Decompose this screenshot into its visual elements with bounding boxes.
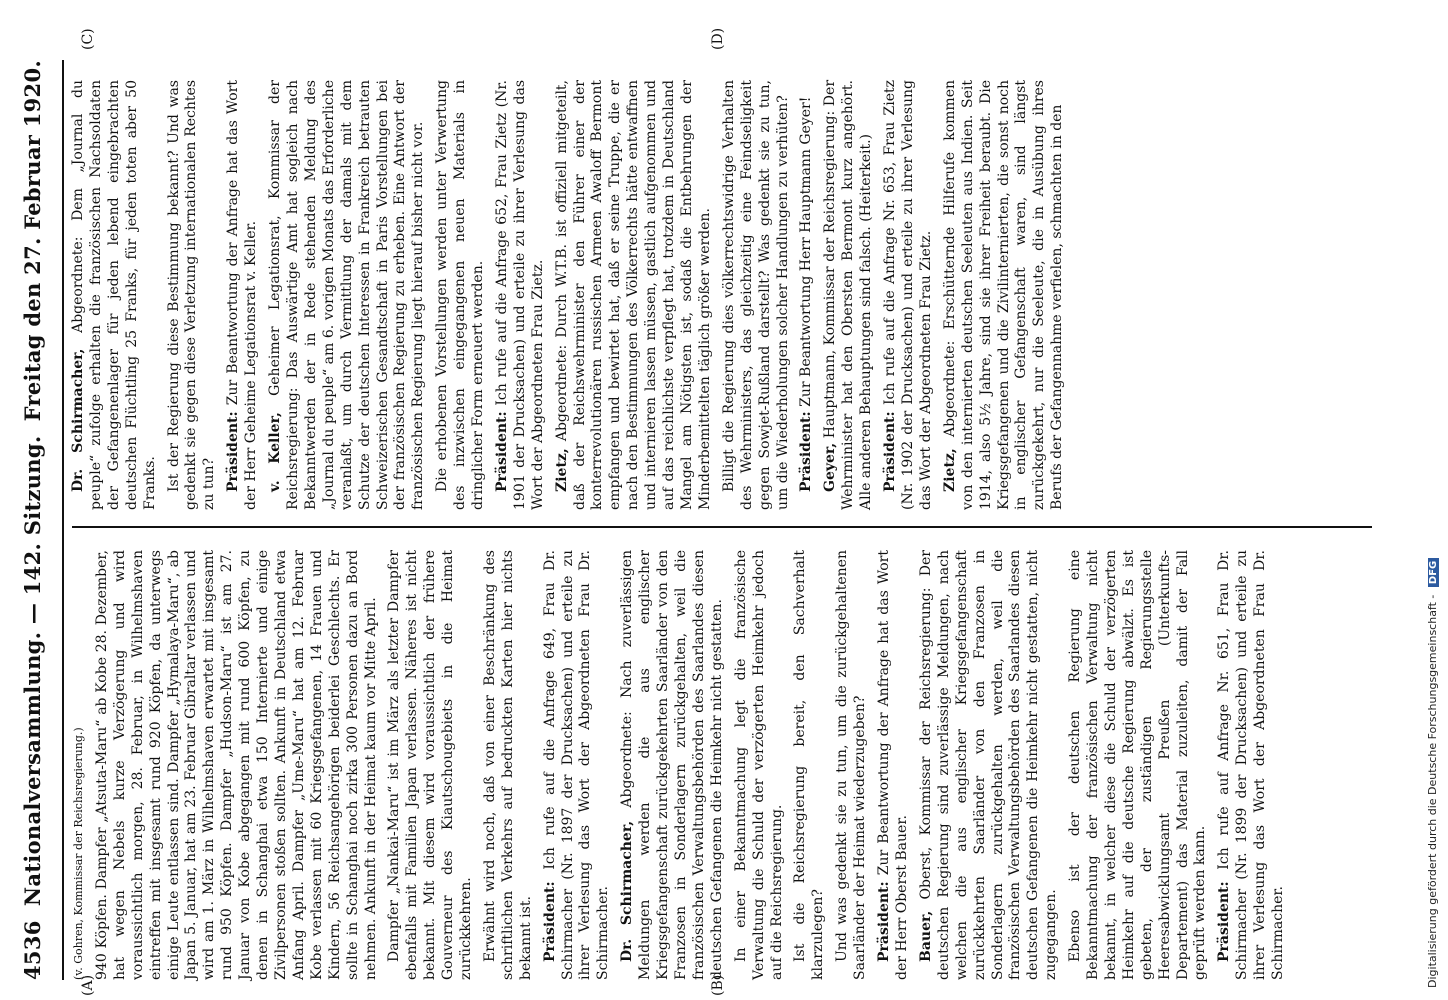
paragraph-text: Zur Beantwortung der Anfrage hat das Wort der Herr Oberst Bauer. [876, 550, 910, 980]
speaker-label: Präsident: [1216, 881, 1233, 962]
column-divider [72, 526, 1372, 528]
paragraph-text: Geheimer Legationsrat, Kommissar der Reichsregierung: Das Auswärtige Amt hat sogleich nach Bekanntwerden der in Rede stehenden Meldung des „Journal du peuple“ am 6. vorigen Monats das Erforderliche veranlaßt, um durch Vermittlung der damals mit dem Schutze der deutschen Interessen in Frankreich betrauten Schweizerischen Gesandtschaft in Paris Vorstellungen bei der französischen Regierung zu erheben. Eine Antwort der französischen Regierung liegt hierauf bisher nicht vor. [267, 80, 427, 510]
paragraph [619, 550, 726, 980]
watermark-text-row [1426, 8, 1448, 988]
paragraph-text: Oberst, Kommissar der Reichsregierung: Der deutschen Regierung sind zuverlässige Meldungen, nach welchen die aus englischer Kriegsgefangenschaft zurückkehrten Saarländer von den Franzosen in Sonderlagern zurückgehalten werden, weil die französischen Verwaltungsbehörden des Saarlandes diesen deutschen Gefangenen die Heimkehr nicht gestatten, nicht zugegangen. [917, 550, 1060, 980]
paragraph [918, 550, 1061, 980]
dfg-logo: DFG [1428, 558, 1439, 587]
paragraph-text: Dem „Journal du peuple“ zufolge erhalten die französischen Nachsoldaten der Gefangenenlager für jeden lebend eingebrachten deutschen Flüchtling 25 Franks, für jeden toten aber 50 Franks. [70, 80, 158, 510]
paragraph: Ebenso ist der deutschen Regierung eine Bekanntmachung der französischen Verwaltung nicht bekannt, in welcher diese die Schuld der verzögerten Heimkehr auf die deutsche Regierung abwälzt. Es ist gebeten, der zuständigen Regierungsstelle Heeresabwicklungsamt Preußen (Unterkunfts-Departement) das Material zuzuleiten, damit der Fall geprüft werden kann. [1067, 550, 1209, 980]
page-header [20, 60, 60, 980]
paragraph: 940 Köpfen. Dampfer „Atsuta-Maru“ ab Kobe 28. Dezember, hat wegen Nebels kurze Verzögerung und wird voraussichtlich morgen, 28. Februar, in Wilhelmshaven eintreffen mit insgesamt rund 920 Köpfen, da unterwegs einige Leute entlassen sind. Dampfer „Hymalaya-Maru“, ab Japan 5. Januar, hat am 23. Februar Gibraltar verlassen und wird am 1. März in Wilhelmshaven erwartet mit insgesamt rund 950 Köpfen. Dampfer „Hudson-Maru“ ist am 27. Januar von Kobe abgegangen mit rund 600 Köpfen, zu denen in Schanghai etwa 150 Internierte und einige Zivilpersonen stoßen sollten. Ankunft in Deutschland etwa Anfang April. Dampfer „Ume-Maru“ hat am 12. Februar Kobe verlassen mit 60 Kriegsgefangenen, 14 Frauen und Kindern, 56 Reichsangehörigen beiderlei Geschlechts. Er sollte in Schanghai noch zirka 300 Personen dazu an Bord nehmen. Ankunft in der Heimat kaum vor Mitte April. [93, 550, 379, 980]
paragraph: In einer Bekanntmachung legt die französische Verwaltung die Schuld der verzögerten Heimkehr jedoch auf die Reichsregierung. [732, 550, 785, 980]
speaker-label: Präsident: [541, 881, 558, 962]
speaker-label: v. Keller, [267, 412, 284, 492]
speaker-label: Dr. Schirmacher, [619, 820, 636, 962]
speaker-label: Geyer, [822, 442, 839, 492]
speaker-label: Präsident: [876, 881, 893, 962]
speaker-label: Präsident: [798, 411, 815, 492]
rotated-document-page [20, 27, 1400, 996]
paragraph-text: Erschütternde Hilferufe kommen von den internierten deutschen Seeleuten aus Indien. Seit 1914, also 5½ Jahre, sind sie ihrer Freiheit beraubt. Die Kriegsgefangenen und die Zivilinternierten, die sonst noch in englischer Gefangenschaft waren, sind längst zurückgekehrt, nur die Seeleute, die in Ausübung ihres Berufs der Gefangennahme verfielen, schmachten in den [941, 80, 1066, 510]
watermark-text: Digitalisierung gefördert durch die Deutsche Forschungsgemeinschaft - [1426, 594, 1439, 988]
margin-marker-d: (D) [710, 27, 726, 50]
speaker-label: Präsident: [493, 411, 510, 492]
paragraph: Ist der Regierung diese Bestimmung bekannt? Und was gedenkt sie gegen diese Verletzung internationalen Rechtes zu tun? [165, 80, 218, 510]
paragraph-text: Nach zuverlässigen Meldungen werden die aus englischer Kriegsgefangenschaft zurückgekehrten Saarländer von den Franzosen in Sonderlagern zurückgehalten, weil die französischen Verwaltungsbehörden des Saarlandes diesen deutschen Gefangenen die Heimkehr nicht gestatten. [619, 549, 725, 980]
margin-marker-c: (C) [80, 28, 96, 50]
speaker-label: Dr. Schirmacher, [70, 348, 86, 492]
speaker-label: Zietz, [941, 448, 958, 492]
page-number: 4536 [20, 920, 45, 980]
paragraph [542, 550, 614, 980]
paragraph [225, 80, 261, 510]
paragraph-text: Ich rufe auf die Anfrage 649, Frau Dr. Schirmacher (Nr. 1897 der Drucksachen) und erteile zu ihrer Verlesung das Wort der Abgeordneten Frau Dr. Schirmacher. [541, 550, 612, 980]
paragraph-text: Ich rufe auf die Anfrage 652, Frau Zietz (Nr. 1901 der Drucksachen) und erteile zu ihrer Verlesung das Wort der Abgeordneten Frau Zietz. [493, 79, 546, 510]
speaker-note: (v. Gohren, Kommissar der Reichsregierung.) [72, 727, 85, 980]
paragraph [822, 80, 876, 510]
paragraph-text: Hauptmann, Kommissar der Reichsregierung: Der Wehrminister hat den Obersten Bermont kurz angehört. Alle anderen Behauptungen sind falsch. [822, 79, 875, 510]
paragraph [70, 80, 160, 510]
speaker-label: Präsident: [225, 411, 242, 492]
speaker-role: Abgeordnete: [553, 344, 570, 442]
paragraph: Dampfer „Nankai-Maru“ ist im März als letzter Dampfer ebenfalls mit Familien Japan verlassen. Näheres ist nicht bekannt. Mit diesem wird voraussichtlich der frühere Gouverneur des Kiautschougebiets in die Heimat zurückkehren. [386, 550, 475, 980]
paragraph: Erwähnt wird noch, daß von einer Beschränkung des schriftlichen Verkehrs auf bedruckten Karten hier nichts bekannt ist. [481, 550, 534, 980]
margin-marker-a: (A) [80, 974, 96, 996]
paragraph: Ist die Reichsregierung bereit, den Sachverhalt klarzulegen? [792, 550, 827, 980]
paragraph [554, 80, 715, 510]
paragraph: Und was gedenkt sie zu tun, um die zurückgehaltenen Saarländer der Heimat wiederzugeben? [834, 550, 869, 980]
paragraph-text: Ich rufe auf die Anfrage Nr. 653, Frau Zietz (Nr. 1902 der Drucksachen) und erteile zu ihrer Verlesung das Wort der Abgeordneten Frau Zietz. [882, 80, 934, 510]
paragraph [882, 80, 936, 510]
speaker-role: Abgeordnete: [619, 711, 636, 808]
left-column [70, 550, 1380, 980]
paragraph [267, 80, 428, 510]
audience-reaction: (Heiterkeit.) [858, 133, 875, 222]
paragraph [876, 550, 912, 980]
header-title: Nationalversammlung. — 142. Sitzung. [20, 435, 45, 907]
paragraph [494, 80, 548, 510]
paragraph: Die erhobenen Vorstellungen werden unter Verwertung des inzwischen eingegangenen neuen Materials in dringlicher Form erneuert werden. [434, 80, 487, 510]
speaker-role: Abgeordnete: [941, 340, 958, 438]
paragraph [798, 80, 816, 510]
paragraph-text: Durch W.T.B. ist offiziell mitgeteilt, daß der Reichswehrminister den Führer einer der konterrevolutionären russischen Armeen Awaloff Bermont empfangen und bewirtet hat, daß er seine Truppe, die er nach den Bestimmungen des Völkerrechts hätte entwaffnen und internieren lassen müssen, gastlich aufgenommen und auf das reichlichste verpflegt hat, trotzdem in Deutschland Mangel am Nötigsten ist, sodaß die Entbehrungen der Minderbemittelten täglich größer werden. [553, 80, 713, 510]
speaker-label: Bauer, [917, 910, 934, 962]
paragraph-text: Zur Beantwortung der Anfrage hat das Wort der Herr Geheime Legationsrat v. Keller. [225, 80, 260, 510]
speaker-label: Präsident: [882, 411, 899, 492]
paragraph [1216, 550, 1288, 980]
right-column [70, 80, 1380, 510]
paragraph: Billigt die Regierung dies völkerrechtswidrige Verhalten des Wehrministers, das gleichzeitig eine Feindseligkeit gegen Sowjet-Rußland darstellt? Was gedenkt sie zu tun, um die Wiederholungen solcher Handlungen zu verhüten? [720, 80, 791, 510]
paragraph-text: Ich rufe auf Anfrage Nr. 651, Frau Dr. Schirmacher (Nr. 1899 der Drucksachen) und erteile zu ihrer Verlesung das Wort der Abgeordneten Frau Dr. Schirmacher. [1216, 550, 1287, 980]
margin-marker-b: (B) [710, 974, 726, 996]
header-date: Freitag den 27. Februar 1920. [20, 60, 45, 422]
paragraph-text: Zur Beantwortung Herr Hauptmann Geyer! [798, 96, 815, 407]
speaker-role: Abgeordnete: [70, 236, 86, 333]
paragraph [942, 80, 1067, 510]
digitization-watermark [1410, 8, 1439, 988]
header-rule [62, 60, 64, 980]
speaker-label: Zietz, [553, 448, 570, 492]
